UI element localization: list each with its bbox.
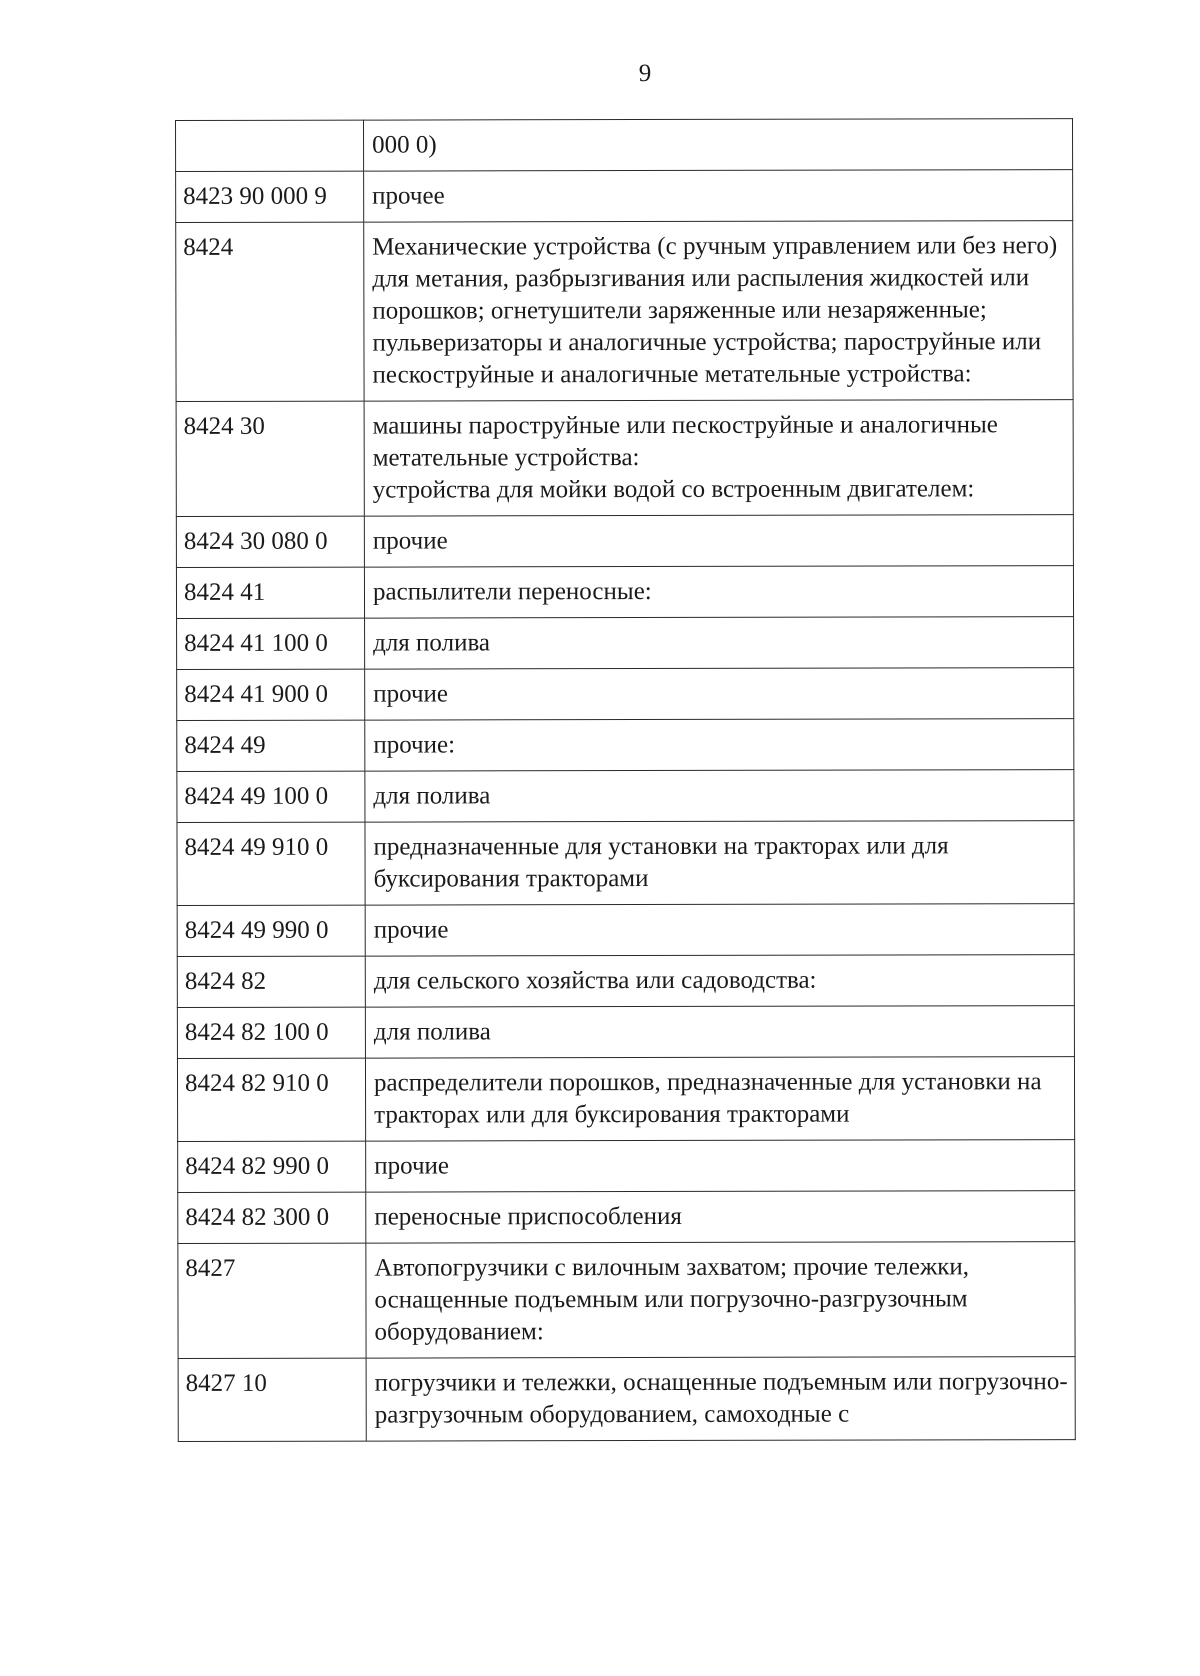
description-cell: для полива xyxy=(365,770,1074,822)
description-cell: прочие xyxy=(365,668,1074,720)
description-cell: прочие xyxy=(365,904,1074,956)
description-cell: Автопогрузчики с вилочным захватом; прочие тележки, оснащенные подъемным или погрузочно-разгрузочным оборудованием: xyxy=(366,1242,1075,1358)
code-cell: 8424 49 xyxy=(177,720,365,771)
table-row xyxy=(177,770,1074,823)
table-row xyxy=(177,821,1074,906)
code-cell: 8424 30 080 0 xyxy=(176,516,364,567)
description-cell: распределители порошков, предназначенные для установки на тракторах или для буксирования тракторами xyxy=(365,1057,1074,1141)
description-cell: для сельского хозяйства или садоводства: xyxy=(365,955,1074,1007)
code-cell: 8424 82 xyxy=(177,956,365,1007)
table-row xyxy=(176,119,1073,172)
description-cell: Механические устройства (с ручным управлением или без него) для метания, разбрызгивания или распыления жидкостей или порошков; огнетушители заряженные или незаряженные; пульверизаторы и аналогичные устройства; пароструйные или пескоструйные и аналогичные метательные устройства: xyxy=(364,221,1073,401)
code-cell: 8424 xyxy=(176,222,364,401)
page-number: 9 xyxy=(638,60,652,87)
table-row xyxy=(178,1357,1075,1442)
code-cell: 8424 82 100 0 xyxy=(177,1007,365,1058)
table-row xyxy=(177,955,1074,1008)
description-cell: для полива xyxy=(365,617,1074,669)
description-cell: переносные приспособления xyxy=(366,1191,1075,1243)
code-cell: 8423 90 000 9 xyxy=(176,171,364,222)
description-cell: прочие: xyxy=(365,719,1074,771)
table-row xyxy=(177,1006,1074,1059)
description-cell: для полива xyxy=(365,1006,1074,1058)
description-cell: прочее xyxy=(364,170,1073,222)
code-cell: 8424 41 100 0 xyxy=(177,618,365,669)
table-row xyxy=(176,400,1073,517)
code-cell xyxy=(176,120,364,171)
code-cell: 8424 82 990 0 xyxy=(178,1141,366,1192)
description-cell: 000 0) xyxy=(364,119,1073,171)
code-cell: 8424 82 300 0 xyxy=(178,1192,366,1243)
table-row xyxy=(176,515,1073,568)
code-cell: 8424 49 100 0 xyxy=(177,771,365,822)
description-cell: распылители переносные: xyxy=(364,566,1073,618)
code-cell: 8424 49 990 0 xyxy=(177,905,365,956)
code-cell: 8424 49 910 0 xyxy=(177,822,365,905)
table-row xyxy=(176,221,1073,402)
code-cell: 8424 30 xyxy=(176,401,364,516)
description-cell: машины пароструйные или пескоструйные и аналогичные метательные устройства: устройства для мойки водой со встроенным двигателем: xyxy=(364,400,1073,516)
table-row xyxy=(176,170,1073,223)
description-cell: погрузчики и тележки, оснащенные подъемным или погрузочно-разгрузочным оборудованием, самоходные с xyxy=(366,1357,1075,1441)
code-cell: 8424 41 xyxy=(176,567,364,618)
table-row xyxy=(176,566,1073,619)
tariff-code-table xyxy=(175,118,1076,1442)
table-row xyxy=(178,1242,1075,1359)
table-row xyxy=(177,904,1074,957)
table-row xyxy=(178,1191,1075,1244)
table-row xyxy=(177,1057,1074,1142)
table-row xyxy=(177,617,1074,670)
code-cell: 8427 xyxy=(178,1243,366,1358)
code-cell: 8424 82 910 0 xyxy=(177,1058,365,1141)
description-cell: предназначенные для установки на тракторах или для буксирования тракторами xyxy=(365,821,1074,905)
table-row xyxy=(177,668,1074,721)
code-cell: 8424 41 900 0 xyxy=(177,669,365,720)
code-cell: 8427 10 xyxy=(178,1358,366,1441)
description-cell: прочие xyxy=(364,515,1073,567)
table-row xyxy=(178,1140,1075,1193)
description-cell: прочие xyxy=(366,1140,1075,1192)
table-row xyxy=(177,719,1074,772)
